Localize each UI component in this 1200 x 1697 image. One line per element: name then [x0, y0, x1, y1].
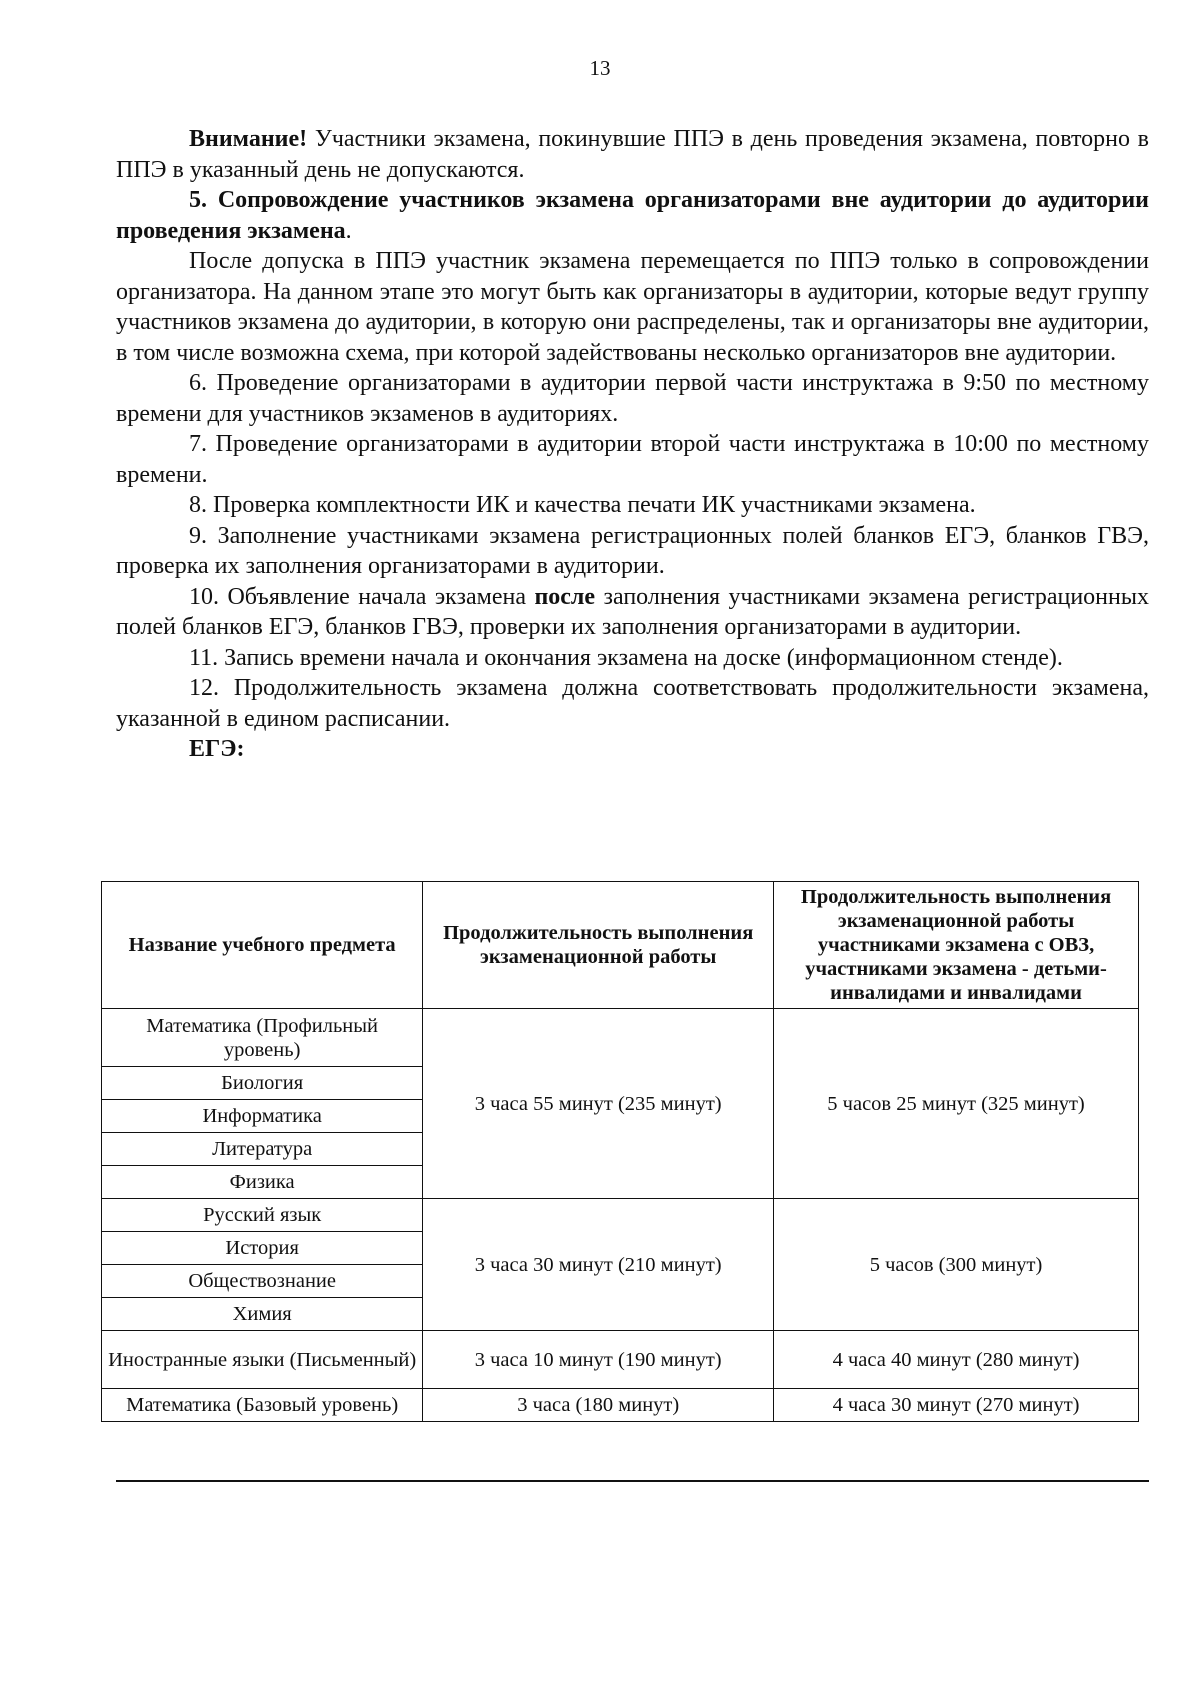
attention-paragraph [116, 124, 1149, 185]
item-12: 12. Продолжительность экзамена должна соответствовать продолжительности экзамена, указанной в едином расписании. [116, 675, 1149, 732]
document-body [116, 124, 1149, 765]
table-header-row [102, 882, 1139, 1009]
subject-cell: Биология [102, 1067, 423, 1100]
duration-ovz-cell: 4 часа 30 минут (270 минут) [774, 1389, 1139, 1422]
section-5-body: После допуска в ППЭ участник экзамена перемещается по ППЭ только в сопровождении организатора. На данном этапе это могут быть как организаторы в аудитории, которые ведут группу участников экзамена до аудитории, в которую они распределены, так и организаторы вне аудитории, в том числе возможна схема, при которой задействованы несколько организаторов вне аудитории. [116, 248, 1149, 366]
ege-duration-table [101, 881, 1139, 1422]
item-9: 9. Заполнение участниками экзамена регистрационных полей бланков ЕГЭ, бланков ГВЭ, проверка их заполнения организаторами в аудитории. [116, 522, 1149, 579]
table-row [102, 1331, 1139, 1389]
subject-cell: Иностранные языки (Письменный) [102, 1331, 423, 1389]
duration-cell: 3 часа 10 минут (190 минут) [423, 1331, 774, 1389]
subject-cell: Русский язык [102, 1199, 423, 1232]
subject-cell: Информатика [102, 1100, 423, 1133]
item-6: 6. Проведение организаторами в аудитории первой части инструктажа в 9:50 по местному времени для участников экзаменов в аудиториях. [116, 370, 1149, 427]
header-duration-ovz: Продолжительность выполнения экзаменационной работы участниками экзамена с ОВЗ, участниками экзамена - детьми-инвалидами и инвалидами [774, 882, 1139, 1009]
ege-heading: ЕГЭ: [189, 736, 245, 762]
item-7: 7. Проведение организаторами в аудитории второй части инструктажа в 10:00 по местному времени. [116, 431, 1149, 488]
duration-cell: 3 часа 30 минут (210 минут) [423, 1199, 774, 1331]
table-row [102, 1389, 1139, 1422]
subject-cell: История [102, 1232, 423, 1265]
table-row [102, 1199, 1139, 1232]
duration-cell: 3 часа 55 минут (235 минут) [423, 1009, 774, 1199]
page-number: 13 [589, 56, 611, 80]
item-10-end: заполнения участниками экзамена регистрационных полей бланков ЕГЭ, бланков ГВЭ, проверки их заполнения организаторами в аудитории. [116, 583, 1149, 640]
item-8: 8. Проверка комплектности ИК и качества печати ИК участниками экзамена. [189, 492, 976, 518]
header-duration: Продолжительность выполнения экзаменационной работы [423, 882, 774, 1009]
subject-cell: Химия [102, 1298, 423, 1331]
item-11: 11. Запись времени начала и окончания экзамена на доске (информационном стенде). [189, 644, 1063, 671]
section-5-heading-text: 5. Сопровождение участников экзамена организаторами вне аудитории до аудитории проведения экзамена [116, 187, 1149, 244]
duration-ovz-cell: 5 часов 25 минут (325 минут) [774, 1009, 1139, 1199]
duration-cell: 3 часа (180 минут) [423, 1389, 774, 1422]
table-row [102, 1009, 1139, 1067]
item-10-start: 10. Объявление начала экзамена [189, 583, 535, 610]
attention-text: Участники экзамена, покинувшие ППЭ в день проведения экзамена, повторно в ППЭ в указанный день не допускаются. [116, 126, 1149, 183]
footer-divider [116, 1480, 1149, 1482]
attention-label: Внимание! [189, 126, 308, 152]
header-subject: Название учебного предмета [102, 882, 423, 1009]
subject-cell: Обществознание [102, 1265, 423, 1298]
duration-ovz-cell: 4 часа 40 минут (280 минут) [774, 1331, 1139, 1389]
subject-cell: Литература [102, 1133, 423, 1166]
section-5-heading [116, 185, 1149, 246]
duration-ovz-cell: 5 часов (300 минут) [774, 1199, 1139, 1331]
item-10 [116, 582, 1149, 643]
section-5-heading-tail: . [345, 217, 352, 244]
subject-cell: Математика (Базовый уровень) [102, 1389, 423, 1422]
subject-cell: Математика (Профильный уровень) [102, 1009, 423, 1067]
item-10-emphasis: после [534, 583, 596, 610]
subject-cell: Физика [102, 1166, 423, 1199]
